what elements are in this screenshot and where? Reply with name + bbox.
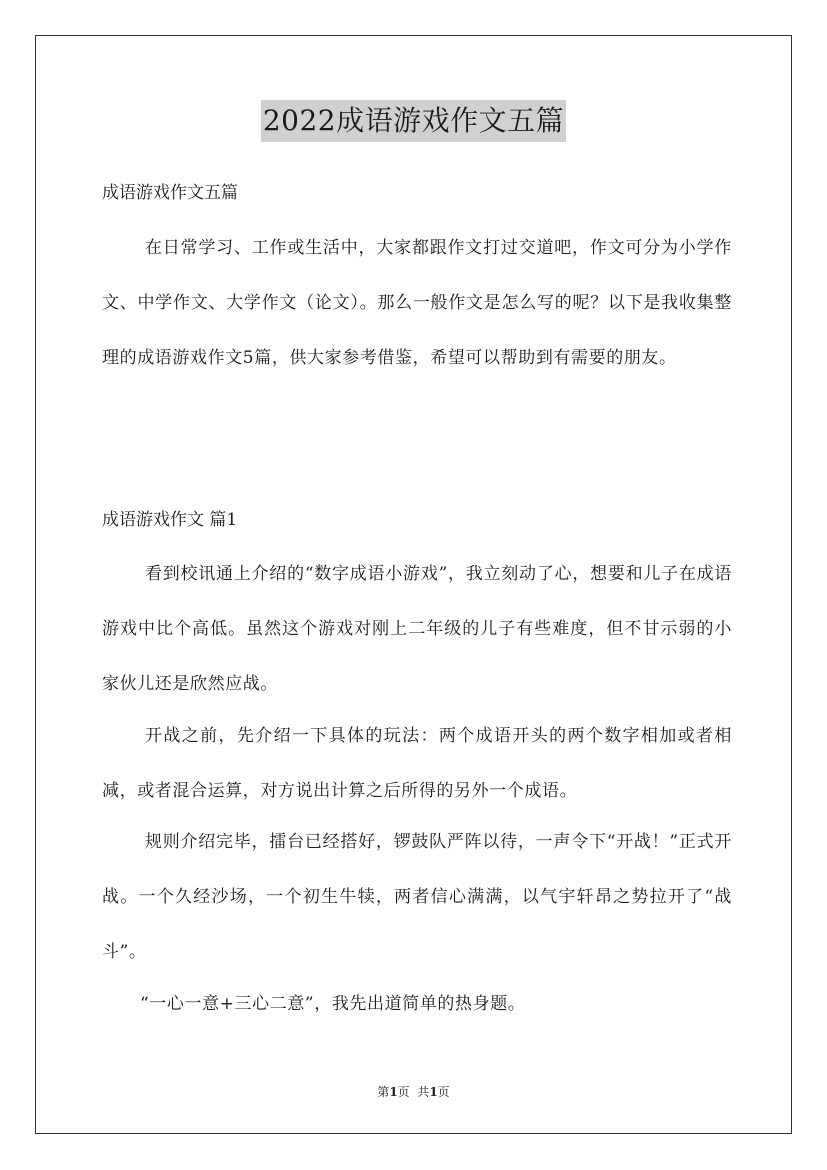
footer-page-prefix: 第	[377, 1085, 390, 1099]
footer-total-suffix: 页	[437, 1085, 450, 1099]
page-footer	[0, 1083, 827, 1101]
footer-total-pages: 1	[429, 1085, 438, 1099]
body-paragraph: 开战之前，先介绍一下具体的玩法：两个成语开头的两个数字相加或者相减，或者混合运算，对方说出计算之后所得的另外一个成语。	[102, 726, 732, 801]
body-paragraph: 规则介绍完毕，擂台已经搭好，锣鼓队严阵以待，一声令下“开战！”正式开战。一个久经沙场，一个初生牛犊，两者信心满满，以气宇轩昂之势拉开了“战斗”。	[102, 832, 732, 962]
document-subtitle: 成语游戏作文五篇	[102, 183, 238, 203]
section-heading: 成语游戏作文 篇1	[102, 510, 238, 530]
body-paragraph: 看到校讯通上介绍的“数字成语小游戏”，我立刻动了心，想要和儿子在成语游戏中比个高低。虽然这个游戏对刚上二年级的儿子有些难度，但不甘示弱的小家伙儿还是欣然应战。	[102, 564, 732, 694]
title-container	[0, 100, 827, 142]
document-title: 2022成语游戏作文五篇	[261, 100, 566, 142]
footer-page-number: 1	[389, 1085, 398, 1099]
footer-page-suffix: 页 共	[397, 1085, 430, 1099]
body-paragraph: “一心一意+三心二意”，我先出道简单的热身题。	[140, 994, 526, 1014]
intro-paragraph: 在日常学习、工作或生活中，大家都跟作文打过交道吧，作文可分为小学作文、中学作文、大学作文（论文）。那么一般作文是怎么写的呢？以下是我收集整理的成语游戏作文5篇，供大家参考借鉴，希望可以帮助到有需要的朋友。	[102, 238, 732, 368]
